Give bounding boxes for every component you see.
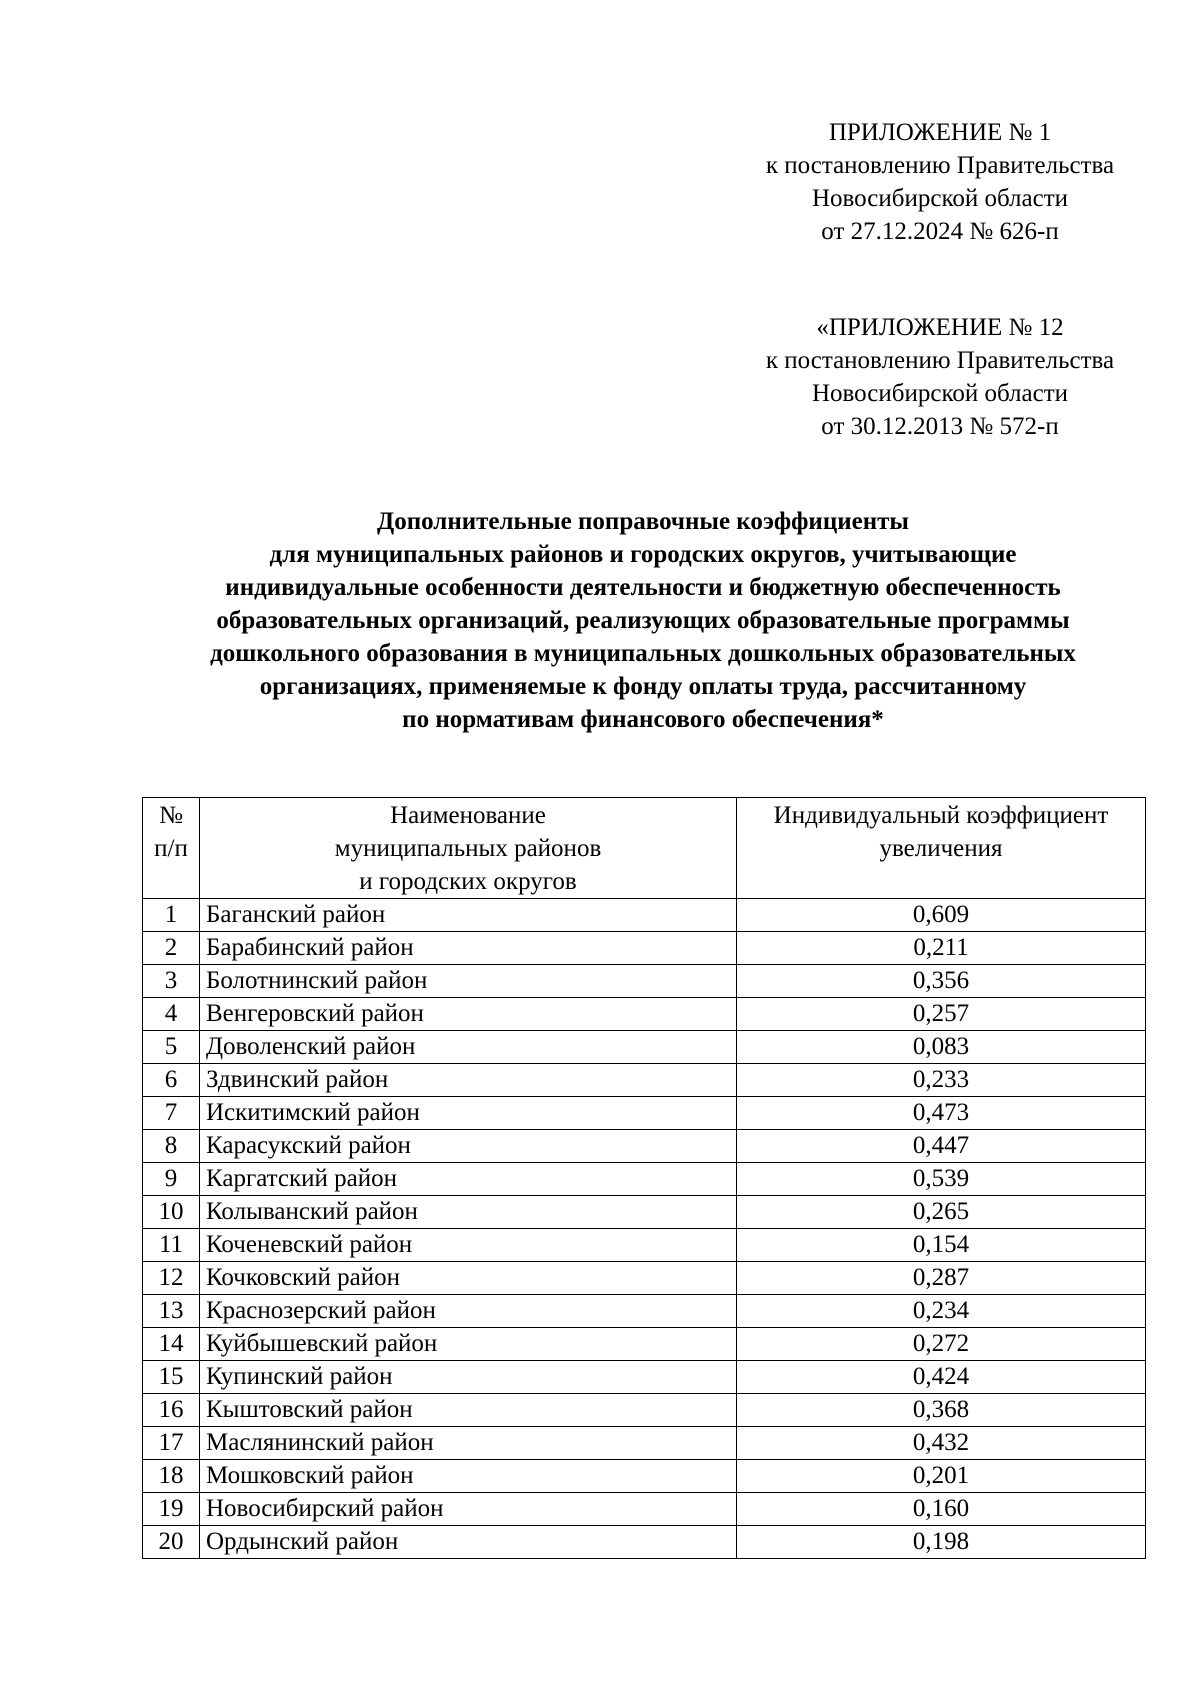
appendix-1-line: ПРИЛОЖЕНИЕ № 1: [828, 119, 1052, 146]
header-num-line: №: [159, 802, 183, 829]
header-name-line: муниципальных районов: [334, 835, 602, 862]
table-row: [143, 1229, 1146, 1262]
table-row: [143, 1031, 1146, 1064]
row-coefficient: 0,432: [737, 1427, 1146, 1460]
row-coefficient: 0,211: [737, 932, 1146, 965]
table-row: [143, 1460, 1146, 1493]
table-row: [143, 965, 1146, 998]
title-line: для муниципальных районов и городских округов, учитывающие: [269, 541, 1017, 568]
title-line: образовательных организаций, реализующих образовательные программы: [216, 607, 1070, 634]
row-coefficient: 0,198: [737, 1526, 1146, 1559]
row-number: 4: [143, 998, 200, 1031]
row-district-name: Новосибирский район: [200, 1493, 737, 1526]
row-number: 9: [143, 1163, 200, 1196]
row-district-name: Купинский район: [200, 1361, 737, 1394]
row-number: 15: [143, 1361, 200, 1394]
row-coefficient: 0,609: [737, 899, 1146, 932]
row-number: 3: [143, 965, 200, 998]
header-value: [737, 798, 1146, 899]
row-district-name: Коченевский район: [200, 1229, 737, 1262]
table-body: [143, 899, 1146, 1559]
row-coefficient: 0,160: [737, 1493, 1146, 1526]
row-number: 19: [143, 1493, 200, 1526]
table-row: [143, 1262, 1146, 1295]
row-district-name: Здвинский район: [200, 1064, 737, 1097]
row-district-name: Барабинский район: [200, 932, 737, 965]
table-row: [143, 1196, 1146, 1229]
row-number: 16: [143, 1394, 200, 1427]
table-row: [143, 899, 1146, 932]
row-district-name: Колыванский район: [200, 1196, 737, 1229]
row-district-name: Болотнинский район: [200, 965, 737, 998]
table-row: [143, 1064, 1146, 1097]
row-coefficient: 0,473: [737, 1097, 1146, 1130]
row-coefficient: 0,154: [737, 1229, 1146, 1262]
title-line: дошкольного образования в муниципальных дошкольных образовательных: [210, 640, 1076, 667]
appendix-12-line: к постановлению Правительства: [765, 347, 1115, 374]
row-district-name: Венгеровский район: [200, 998, 737, 1031]
table-row: [143, 1328, 1146, 1361]
row-coefficient: 0,234: [737, 1295, 1146, 1328]
row-district-name: Карасукский район: [200, 1130, 737, 1163]
appendix-12-line: «ПРИЛОЖЕНИЕ № 12: [816, 314, 1064, 341]
row-coefficient: 0,287: [737, 1262, 1146, 1295]
table-row: [143, 1493, 1146, 1526]
table-row: [143, 1361, 1146, 1394]
coefficients-table: [142, 797, 1146, 1559]
row-district-name: Искитимский район: [200, 1097, 737, 1130]
row-district-name: Ордынский район: [200, 1526, 737, 1559]
row-number: 14: [143, 1328, 200, 1361]
document-title: [110, 505, 1176, 736]
row-coefficient: 0,356: [737, 965, 1146, 998]
row-district-name: Мошковский район: [200, 1460, 737, 1493]
appendix-1-line: к постановлению Правительства: [765, 152, 1115, 179]
row-district-name: Краснозерский район: [200, 1295, 737, 1328]
row-coefficient: 0,233: [737, 1064, 1146, 1097]
title-line: организациях, применяемые к фонду оплаты труда, рассчитанному: [259, 673, 1027, 700]
row-district-name: Баганский район: [200, 899, 737, 932]
table-header-row: [143, 798, 1146, 899]
appendix-12-line: от 30.12.2013 № 572-п: [821, 413, 1059, 440]
title-line: по нормативам финансового обеспечения*: [402, 706, 884, 733]
row-number: 12: [143, 1262, 200, 1295]
table-row: [143, 1130, 1146, 1163]
row-number: 1: [143, 899, 200, 932]
header-name-line: Наименование: [390, 802, 546, 829]
appendix-1-line: Новосибирской области: [811, 185, 1069, 212]
row-number: 18: [143, 1460, 200, 1493]
row-coefficient: 0,083: [737, 1031, 1146, 1064]
table-row: [143, 1163, 1146, 1196]
header-value-line: Индивидуальный коэффициент: [773, 802, 1109, 829]
row-district-name: Маслянинский район: [200, 1427, 737, 1460]
table-row: [143, 932, 1146, 965]
appendix-1-line: от 27.12.2024 № 626-п: [821, 218, 1059, 245]
row-district-name: Доволенский район: [200, 1031, 737, 1064]
row-coefficient: 0,272: [737, 1328, 1146, 1361]
row-coefficient: 0,257: [737, 998, 1146, 1031]
table-row: [143, 1295, 1146, 1328]
header-value-line: увеличения: [879, 835, 1003, 862]
row-number: 5: [143, 1031, 200, 1064]
table-row: [143, 1394, 1146, 1427]
header-num-line: п/п: [154, 835, 188, 862]
row-district-name: Кочковский район: [200, 1262, 737, 1295]
row-number: 8: [143, 1130, 200, 1163]
header-name: [200, 798, 737, 899]
row-coefficient: 0,424: [737, 1361, 1146, 1394]
row-number: 10: [143, 1196, 200, 1229]
row-coefficient: 0,368: [737, 1394, 1146, 1427]
table-row: [143, 998, 1146, 1031]
row-number: 13: [143, 1295, 200, 1328]
row-number: 11: [143, 1229, 200, 1262]
table-row: [143, 1526, 1146, 1559]
appendix-12-line: Новосибирской области: [811, 380, 1069, 407]
header-name-line: и городских округов: [359, 868, 577, 895]
row-number: 6: [143, 1064, 200, 1097]
row-coefficient: 0,201: [737, 1460, 1146, 1493]
row-number: 2: [143, 932, 200, 965]
table-row: [143, 1097, 1146, 1130]
header-num: [143, 798, 200, 899]
row-coefficient: 0,265: [737, 1196, 1146, 1229]
row-district-name: Кыштовский район: [200, 1394, 737, 1427]
row-number: 17: [143, 1427, 200, 1460]
row-district-name: Куйбышевский район: [200, 1328, 737, 1361]
row-number: 20: [143, 1526, 200, 1559]
row-coefficient: 0,539: [737, 1163, 1146, 1196]
row-number: 7: [143, 1097, 200, 1130]
row-district-name: Каргатский район: [200, 1163, 737, 1196]
row-coefficient: 0,447: [737, 1130, 1146, 1163]
table-row: [143, 1427, 1146, 1460]
title-line: Дополнительные поправочные коэффициенты: [377, 508, 909, 535]
title-line: индивидуальные особенности деятельности и бюджетную обеспеченность: [225, 574, 1061, 601]
